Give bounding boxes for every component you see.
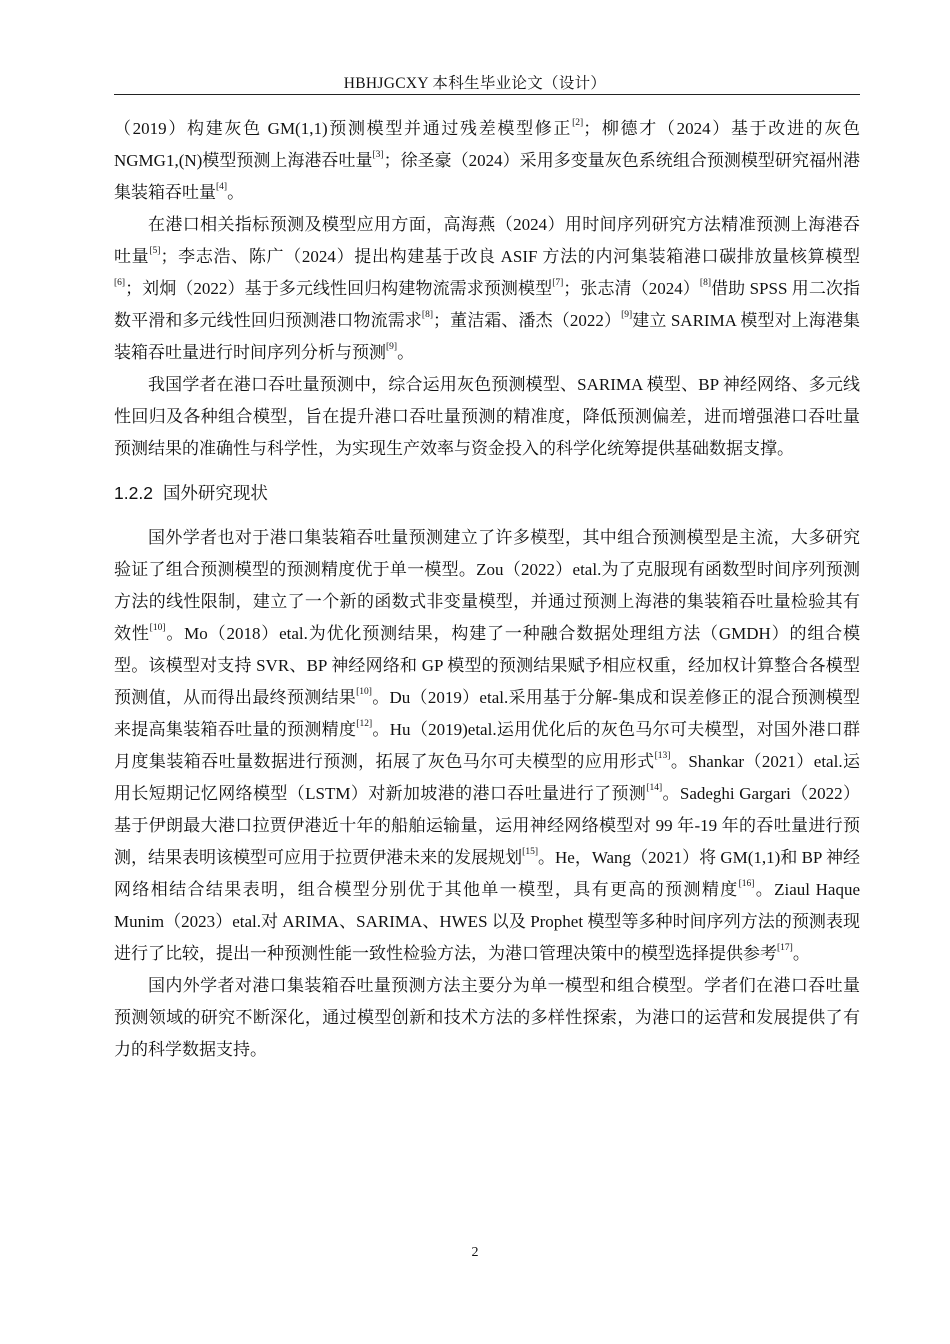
paragraph-text: ；李志浩、陈广（2024）提出构建基于改良 ASIF 方法的内河集装箱港口碳排放量核算模型 xyxy=(160,247,860,266)
citation-ref: [8] xyxy=(421,310,433,321)
citation-ref: [17] xyxy=(777,943,793,954)
paragraph-text: 建立 SARIMA 模型对上海港集装箱吞吐量进行时间序列分析与预测 xyxy=(114,311,861,362)
paragraph-text: 。 xyxy=(397,343,415,362)
paragraph-top-2 xyxy=(114,209,860,369)
citation-ref: [10] xyxy=(356,687,372,698)
section-heading xyxy=(114,478,860,509)
paragraph-text: 国外学者也对于港口集装箱吞吐量预测建立了许多模型，其中组合预测模型是主流，大多研究验证了组合预测模型的预测精度优于单一模型。Zou（2022）etal.为了克服现有函数型时间序列预测方法的线性限制，建立了一个新的函数式非变量模型，并通过预测上海港的集装箱吞吐量检验其有效性 xyxy=(114,528,860,643)
citation-ref: [13] xyxy=(654,751,671,762)
paragraph-text: 。 xyxy=(792,944,810,963)
citation-ref: [2] xyxy=(572,118,584,129)
header-rule xyxy=(114,94,860,95)
paragraph-text: 。Shankar（2021）etal.运用长短期记忆网络模型（LSTM）对新加坡港的港口吞吐量进行了预测 xyxy=(114,752,861,803)
citation-ref: [12] xyxy=(356,719,373,730)
paragraph-text: ；柳德才（2024）基于改进的灰色 NGMG1,(N)模型预测上海港吞吐量 xyxy=(114,119,861,170)
citation-ref: [7] xyxy=(552,278,564,289)
document-body xyxy=(114,113,860,1066)
paragraph-text: ；董洁霜、潘杰（2022） xyxy=(433,311,622,330)
paragraph-text: 。 xyxy=(227,183,245,202)
page-number: 2 xyxy=(471,1245,479,1260)
paragraph-text: 。Du（2019）etal.采用基于分解-集成和误差修正的混合预测模型来提高集装箱吞吐量的预测精度 xyxy=(114,688,860,739)
paragraph-text: 。Mo（2018）etal.为优化预测结果，构建了一种融合数据处理组方法（GMDH）的组合模型。该模型对支持 SVR、BP 神经网络和 GP 模型的预测结果赋予相应权重，经加权计算整合各模型预测值，从而得出最终预测结果 xyxy=(114,624,860,707)
paragraph-top-3 xyxy=(114,369,860,465)
paragraph-text: （2019）构建灰色 GM(1,1)预测模型并通过残差模型修正 xyxy=(114,119,573,138)
section-title: 国外研究现状 xyxy=(162,484,268,504)
paragraph-text: 我国学者在港口吞吐量预测中，综合运用灰色预测模型、SARIMA 模型、BP 神经网络、多元线性回归及各种组合模型，旨在提升港口吞吐量预测的精准度，降低预测偏差，进而增强港口吞吐量预测结果的准确性与科学性，为实现生产效率与资金投入的科学化统筹提供基础数据支撑。 xyxy=(114,375,860,458)
citation-ref: [6] xyxy=(114,278,126,289)
paragraph-top-1 xyxy=(114,113,860,209)
paragraph-text: 在港口相关指标预测及模型应用方面，高海燕（2024）用时间序列研究方法精准预测上海港吞吐量 xyxy=(114,215,860,266)
paragraph-text: 国内外学者对港口集装箱吞吐量预测方法主要分为单一模型和组合模型。学者们在港口吞吐量预测领域的研究不断深化，通过模型创新和技术方法的多样性探索，为港口的运营和发展提供了有力的科学数据支持。 xyxy=(114,976,860,1059)
page-header-title: HBHJGCXY 本科生毕业论文（设计） xyxy=(343,75,607,92)
citation-ref: [3] xyxy=(372,150,384,161)
paragraph-text: ；张志清（2024） xyxy=(563,279,700,298)
citation-ref: [15] xyxy=(522,847,538,858)
section-number: 1.2.2 xyxy=(114,483,153,503)
paragraph-bottom-1 xyxy=(114,522,860,970)
citation-ref: [16] xyxy=(738,879,755,890)
paragraph-text: ；刘炯（2022）基于多元线性回归构建物流需求预测模型 xyxy=(125,279,553,298)
citation-ref: [14] xyxy=(646,783,663,794)
citation-ref: [8] xyxy=(699,278,711,289)
citation-ref: [4] xyxy=(216,182,228,193)
paragraph-text: 。Sadeghi Gargari（2022）基于伊朗最大港口拉贾伊港近十年的船舶运输量，运用神经网络模型对 99 年-19 年的吞吐量进行预测，结果表明该模型可应用于拉贾伊港未来的发展规划 xyxy=(114,784,860,867)
citation-ref: [5] xyxy=(149,246,161,257)
paragraph-text: 借助 SPSS 用二次指数平滑和多元线性回归预测港口物流需求 xyxy=(114,279,861,330)
paragraph-text: ；徐圣豪（2024）采用多变量灰色系统组合预测模型研究福州港集装箱吞吐量 xyxy=(114,151,861,202)
paragraph-text: 。Hu（2019)etal.运用优化后的灰色马尔可夫模型，对国外港口群月度集装箱吞吐量数据进行预测，拓展了灰色马尔可夫模型的应用形式 xyxy=(114,720,861,771)
citation-ref: [10] xyxy=(149,623,166,634)
citation-ref: [9] xyxy=(386,342,398,353)
paragraph-text: 。Ziaul Haque Munim（2023）etal.对 ARIMA、SARIMA、HWES 以及 Prophet 模型等多种时间序列方法的预测表现进行了比较，提出一种预测性能一致性检验方法，为港口管理决策中的模型选择提供参考 xyxy=(114,880,860,963)
paragraph-bottom-2 xyxy=(114,970,860,1066)
citation-ref: [9] xyxy=(621,310,633,321)
paragraph-text: 。He，Wang（2021）将 GM(1,1)和 BP 神经网络相结合结果表明，组合模型分别优于其他单一模型，具有更高的预测精度 xyxy=(114,848,861,899)
